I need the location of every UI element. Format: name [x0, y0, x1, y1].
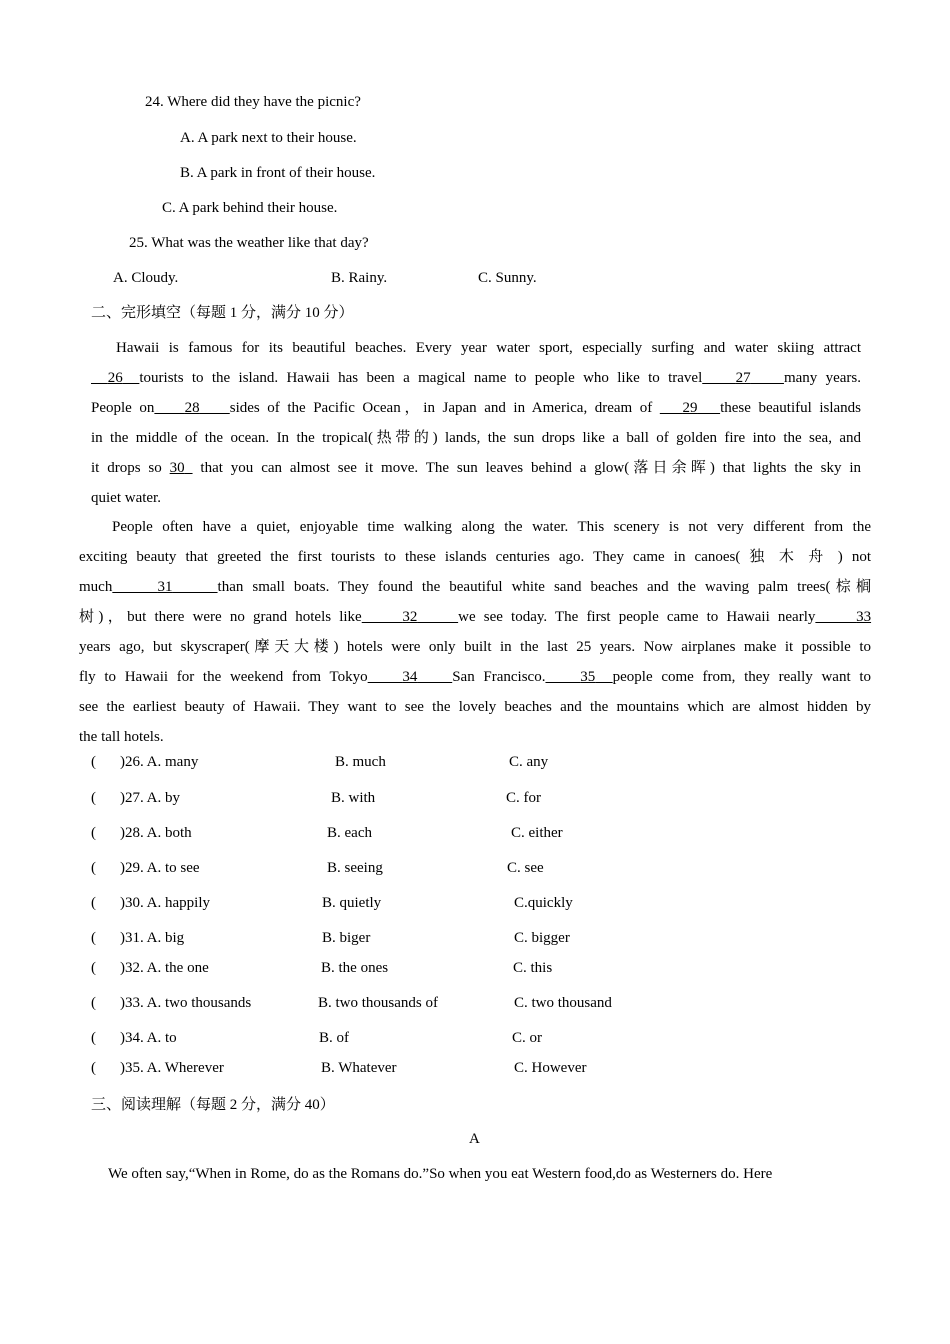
p2-line-4: 树)，but there were no grand hotels like 32 we see today. The first people came to Hawaii nearly 33 — [79, 609, 872, 625]
q34-option-c: C. or — [512, 1030, 542, 1046]
q26-option-b: B. much — [335, 754, 386, 770]
cloze-paragraph-1 — [91, 333, 861, 513]
q34-option-a: )34. A. to — [120, 1030, 177, 1046]
q30-option-a: )30. A. happily — [120, 895, 210, 911]
q28-option-a: )28. A. both — [120, 825, 192, 841]
blank-34: 34 — [402, 669, 418, 685]
blank-29: 29 — [682, 400, 698, 416]
p2-line-1: People often have a quiet, enjoyable time walking along the water. This scenery is not very different from the — [112, 519, 871, 535]
q35-option-a: )35. A. Wherever — [120, 1060, 224, 1076]
q24-option-b: B. A park in front of their house. — [180, 165, 376, 181]
p1-line-1: Hawaii is famous for its beautiful beaches. Every year water sport, especially surfing and water skiing attract — [116, 340, 861, 356]
q32-option-c: C. this — [513, 960, 553, 976]
q31-option-b: B. biger — [322, 930, 371, 946]
q33-paren: ( — [91, 995, 96, 1011]
q28-option-c: C. either — [511, 825, 563, 841]
q35-option-b: B. Whatever — [321, 1060, 397, 1076]
p2-line-8: the tall hotels. — [79, 729, 164, 745]
q33-option-c: C. two thousand — [514, 995, 612, 1011]
blank-33: 33 — [856, 609, 872, 625]
q24-option-a: A. A park next to their house. — [180, 130, 357, 146]
q30-option-c: C.quickly — [514, 895, 573, 911]
q31-option-a: )31. A. big — [120, 930, 185, 946]
passage-a-label: A — [469, 1131, 480, 1147]
q30-option-b: B. quietly — [322, 895, 382, 911]
p2-line-3: much 31 than small boats. They found the beautiful white sand beaches and the waving palm trees(棕榈 — [79, 579, 872, 595]
q33-option-a: )33. A. two thousands — [120, 995, 252, 1011]
q26-option-c: C. any — [509, 754, 549, 770]
blank-28: 28 — [184, 400, 200, 416]
reading-heading: 三、阅读理解（每题 2 分，满分 40） — [91, 1097, 335, 1113]
q29-option-c: C. see — [507, 860, 544, 876]
p1-line-6: quiet water. — [91, 490, 161, 506]
cloze-paragraph-2 — [79, 512, 871, 752]
p1-line-2: 26 tourists to the island. Hawaii has been a magical name to people who like to travel 27 many years. — [91, 363, 861, 393]
blank-30: 30 — [169, 460, 185, 476]
q34-paren: ( — [91, 1030, 96, 1046]
q35-option-c: C. However — [514, 1060, 587, 1076]
question-25: 25. What was the weather like that day? — [129, 235, 369, 251]
q35-paren: ( — [91, 1060, 96, 1076]
question-24: 24. Where did they have the picnic? — [145, 94, 361, 110]
blank-26: 26 — [107, 370, 123, 386]
q27-paren: ( — [91, 790, 96, 806]
q30-paren: ( — [91, 895, 96, 911]
p1-line-5: it drops so 30 that you can almost see it move. The sun leaves behind a glow(落日余晖) that lights the sky in — [91, 460, 861, 476]
blank-32: 32 — [402, 609, 418, 625]
q28-paren: ( — [91, 825, 96, 841]
q24-option-c: C. A park behind their house. — [162, 200, 338, 216]
p2-line-5: years ago, but skyscraper(摩天大楼) hotels were only built in the last 25 years. Now airplanes make it possible to — [79, 639, 871, 655]
q29-option-b: B. seeing — [327, 860, 383, 876]
q31-option-c: C. bigger — [514, 930, 570, 946]
q29-option-a: )29. A. to see — [120, 860, 200, 876]
cloze-heading: 二、完形填空（每题 1 分，满分 10 分） — [91, 305, 354, 321]
p2-line-2: exciting beauty that greeted the first tourists to these islands centuries ago. They came in canoes( 独 木 舟 ) not — [79, 549, 871, 565]
blank-27: 27 — [735, 370, 751, 386]
q32-option-b: B. the ones — [321, 960, 389, 976]
q29-paren: ( — [91, 860, 96, 876]
q27-option-b: B. with — [331, 790, 376, 806]
blank-31: 31 — [157, 579, 173, 595]
blank-35: 35 — [580, 669, 596, 685]
q25-option-a: A. Cloudy. — [113, 270, 179, 286]
p2-line-7: see the earliest beauty of Hawaii. They want to see the lovely beaches and the mountains which are almost hidden by — [79, 699, 871, 715]
q33-option-b: B. two thousands of — [318, 995, 438, 1011]
p2-line-6: fly to Hawaii for the weekend from Tokyo 34 San Francisco. 35 people come from, they really want to — [79, 669, 871, 685]
p1-line-4: in the middle of the ocean. In the tropical(热带的) lands, the sun drops like a ball of golden fire into the sea, and — [91, 430, 861, 446]
q25-option-b: B. Rainy. — [331, 270, 388, 286]
q26-paren: ( — [91, 754, 96, 770]
q27-option-c: C. for — [506, 790, 541, 806]
q32-paren: ( — [91, 960, 96, 976]
q28-option-b: B. each — [327, 825, 372, 841]
q31-paren: ( — [91, 930, 96, 946]
p1-line-3: People on 28 sides of the Pacific Ocean，in Japan and in America, dream of 29 these beautiful islands — [91, 400, 861, 416]
q34-option-b: B. of — [319, 1030, 349, 1046]
q27-option-a: )27. A. by — [120, 790, 180, 806]
passage-a-intro: We often say,“When in Rome, do as the Romans do.”So when you eat Western food,do as Westerners do. Here — [108, 1166, 773, 1182]
q32-option-a: )32. A. the one — [120, 960, 209, 976]
q25-option-c: C. Sunny. — [478, 270, 537, 286]
q26-option-a: )26. A. many — [120, 754, 199, 770]
